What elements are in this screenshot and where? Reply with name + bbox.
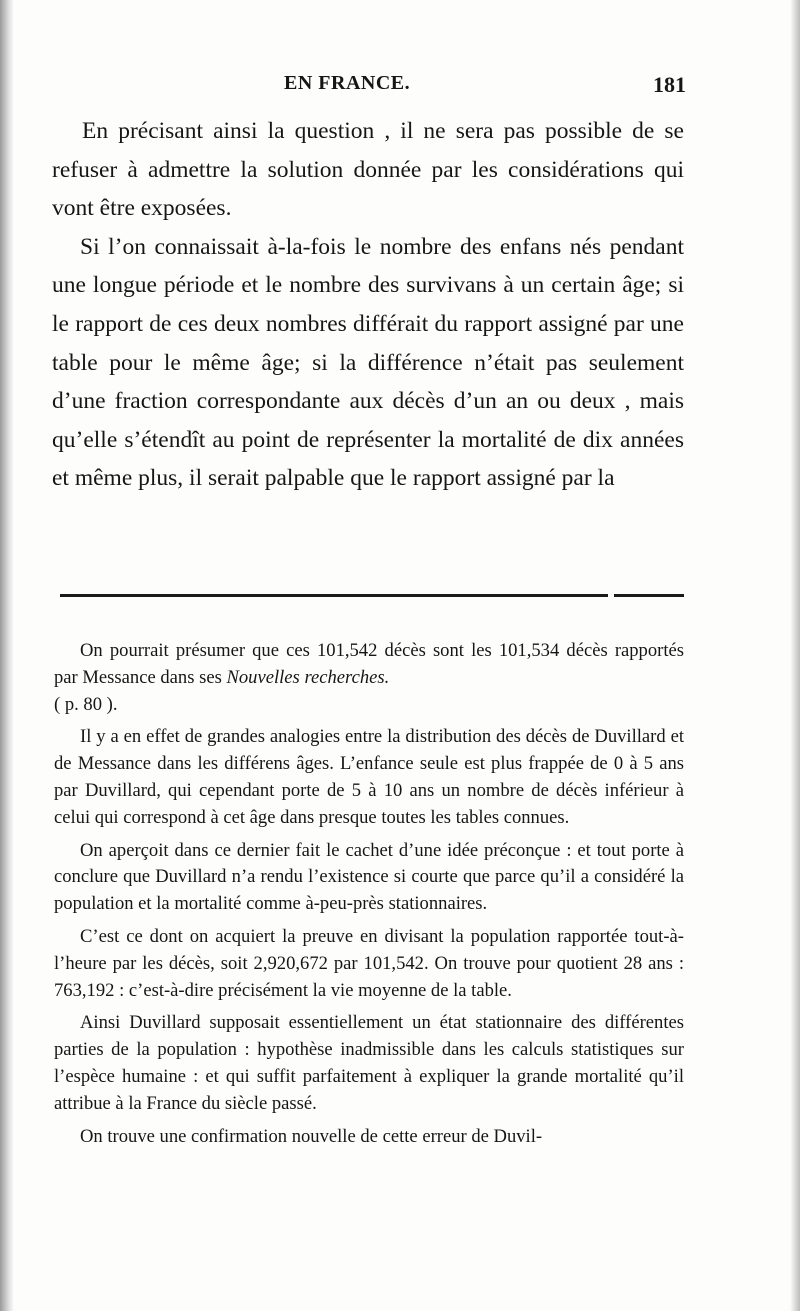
footnote-text: On pourrait présumer que ces 101,542 décès sont les 101,534 décès rapportés par Messance dans ses [54,640,684,688]
footnote-paragraph [54,638,684,718]
footnote-rule-thick [60,594,608,597]
running-head: EN FRANCE. [284,72,411,94]
page-header [60,72,686,102]
main-text [52,112,684,498]
body-paragraph: Si l’on connaissait à-la-fois le nombre des enfans nés pendant une longue période et le nombre des survivans à un certain âge; si le rapport de ces deux nombres différait du rapport assigné par une table pour le même âge; si la différence n’était pas seulement d’une fraction correspondante aux décès d’un an ou deux , mais qu’elle s’étendît au point de représenter la mortalité de dix années et même plus, il serait palpable que le rapport assigné par la [52,233,684,492]
footnote-paragraph: C’est ce dont on acquiert la preuve en divisant la population rapportée tout-à-l’heure par les décès, soit 2,920,672 par 101,542. On trouve pour quotient 28 ans : 763,192 : c’est-à-dire précisément la vie moyenne de la table. [54,925,684,1001]
footnote-paragraph: On aperçoit dans ce dernier fait le cachet d’une idée préconçue : et tout porte à conclure que Duvillard n’a rendu l’existence si courte que parce qu’il a considéré la population et la mortalité comme à-peu-près stationnaires. [54,839,684,915]
body-paragraph: En précisant ainsi la question , il ne sera pas possible de se refuser à admettre la solution donnée par les considérations qui vont être exposées. [52,118,684,222]
footnote-paragraph: On trouve une confirmation nouvelle de cette erreur de Duvil- [80,1125,543,1147]
footnote-text: ( p. 80 ). [54,693,118,715]
page-number: 181 [653,72,686,97]
footnote-block [54,638,684,1156]
footnote-paragraph: Il y a en effet de grandes analogies entre la distribution des décès de Duvillard et de Messance dans les différens âges. L’enfance seule est plus frappée de 0 à 5 ans par Duvillard, qui cependant porte de 5 à 10 ans un nombre de décès inférieur à celui qui correspond à cet âge dans presque toutes les tables connues. [54,726,684,828]
page-edge-shadow [0,0,14,1311]
book-title: Nouvelles recherches. [226,666,390,688]
footnote-rule-thin [614,594,684,597]
footnote-paragraph: Ainsi Duvillard supposait essentiellement un état stationnaire des différentes parties de la population : hypothèse inadmissible dans les calculs statistiques sur l’espèce humaine : et qui suffit parfaitement à expliquer la grande mortalité qu’il attribue à la France du siècle passé. [54,1012,684,1114]
page-edge-shadow-right [790,0,800,1311]
